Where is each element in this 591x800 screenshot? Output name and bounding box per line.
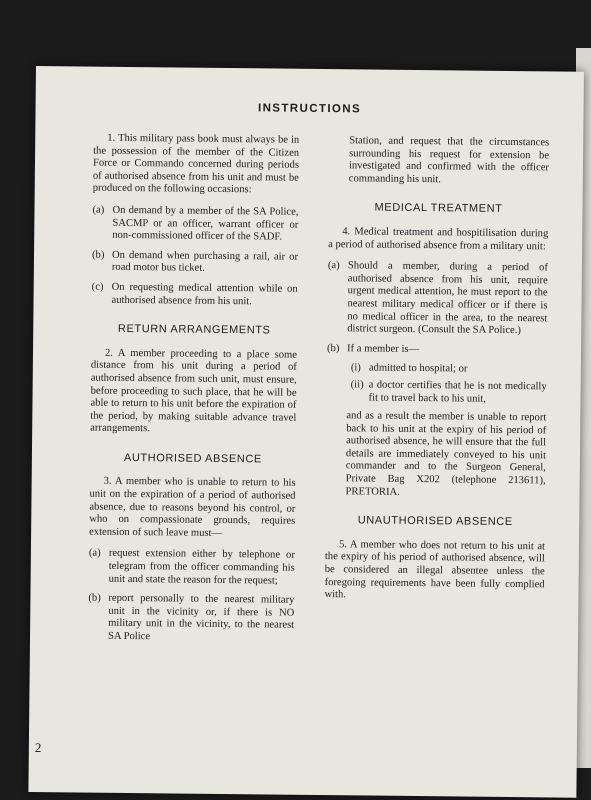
list-item [327,343,547,358]
item-text: On demand when purchasing a rail, air or road motor bus ticket. [111,249,299,275]
item-text: a doctor certifies that he is not medically fit to travel back to his unit, [368,379,547,405]
heading-unauthorised-absence: UNAUTHORISED ABSENCE [357,514,513,529]
item-text: admitted to hospital; or [368,362,468,375]
list-item [92,249,298,276]
paragraph-3-continued: Station, and request that the circumstances surrounding his request for extension be investigated and confirmed with the officer commanding his unit. [348,135,550,186]
item-text: On requesting medical attention while on authorised absence from his unit. [111,281,298,307]
item-text: request extension either by telephone or telegram from the officer commanding his unit and state the reason for the request; [108,548,295,587]
item-label: (c) [91,281,104,293]
paragraph-3-items [88,548,295,645]
item-label: (ii) [350,379,364,391]
list-item [89,548,295,588]
right-column [324,135,549,613]
item-label: (b) [88,592,101,604]
page-title: INSTRUCTIONS [257,102,362,116]
list-item [88,593,295,646]
heading-medical-treatment: MEDICAL TREATMENT [374,201,503,216]
item-label: (a) [92,204,105,216]
page-number: 2 [34,740,42,756]
list-item [327,362,547,377]
item-text: Should a member, during a period of authorised absence from his unit, require urgent medical attention, he must report to the nearest military medical officer or if there is no medical officer in the area, to the nearest district surgeon. (Consult the SA Police.) [347,260,548,337]
paragraph-3: 3. A member who is unable to return to his unit on the expiration of a period of authorised absence, due to reasons beyond his control, or who on compassionate grounds, requires extension of such leave must— [89,476,296,539]
item-label: (i) [350,362,361,374]
paragraph-2: 2. A member proceeding to a place some distance from his unit during a period of authorised absence from such unit, must ensure, before proceeding to such place, that he will be able to return to his unit before the expiration of the period, by making suitable advance travel arrangements. [90,347,298,435]
heading-return-arrangements: RETURN ARRANGEMENTS [117,322,271,337]
item-label: (b) [327,342,340,354]
list-item [92,205,298,245]
list-item [91,282,297,309]
paragraph-5: 5. A member who does not return to his unit at the expiry of his period of authorised absence, will be considered an illegal absentee unless the foregoing requirements have been fully complied with. [324,539,546,601]
sub-items [326,362,546,406]
paragraph-1-items [91,205,298,309]
item-text: If a member is— [347,342,420,355]
item-text: On demand by a member of the SA Police, SACMP or an officer, warrant officer or non-commissioned officer of the SADF. [112,204,299,243]
list-item [327,260,548,338]
list-item [326,379,546,406]
document-page [28,66,584,798]
item-label: (a) [327,260,340,272]
heading-authorised-absence: AUTHORISED ABSENCE [123,451,262,466]
paragraph-4: 4. Medical treatment and hospitilisation during a period of authorised absence from a military unit: [328,226,549,252]
item-text: report personally to the nearest military unit in the vicinity or, if there is NO military unit in the vicinity, to the nearest SA Police [107,593,295,643]
item-label: (a) [88,548,101,560]
item-label: (b) [91,249,105,261]
left-column [88,133,299,653]
paragraph-1: 1. This military pass book must always be in the possession of the member of the Citizen Force or Commando concerned during periods of authorised absence from his unit and must be produced on the following occasions: [92,132,300,196]
paragraph-4b-continued: and as a result the member is unable to report back to his unit at the expiry of his period of authorised absence, he will ensure that the full details are immediately conveyed to his unit commander and to the Surgeon General, Private Bag X202 (telephone 213611), PRETORIA. [345,410,547,498]
